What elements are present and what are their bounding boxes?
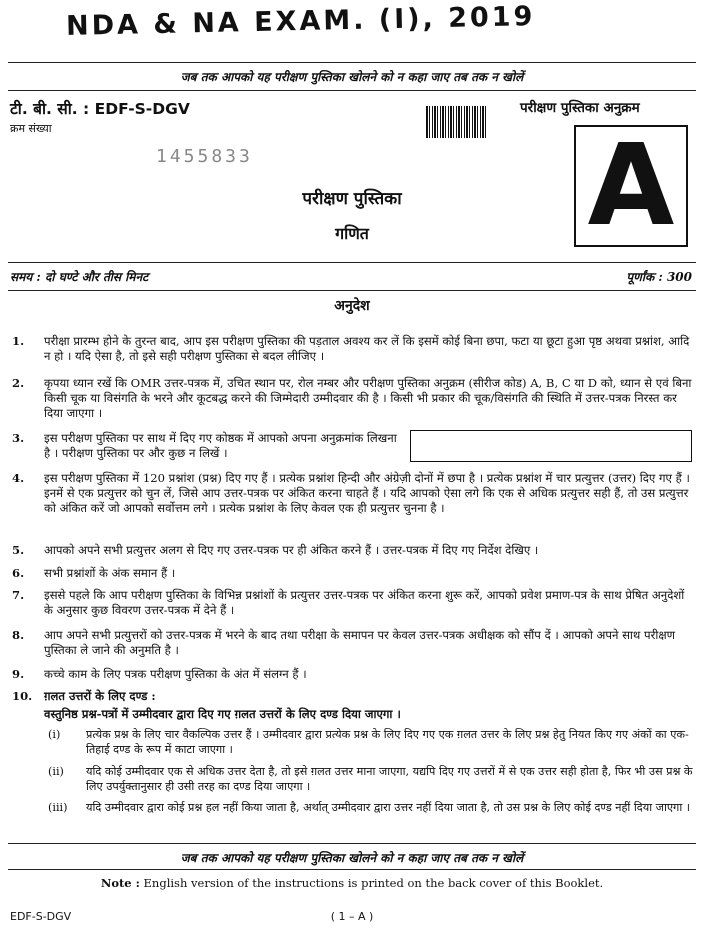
- footer-code: EDF-S-DGV: [10, 910, 72, 923]
- barcode-icon: [426, 106, 488, 138]
- divider: [8, 90, 696, 91]
- instructions-heading: अनुदेश: [334, 298, 370, 314]
- page-number: ( 1 – A ): [330, 910, 374, 923]
- series-letter: A: [587, 121, 675, 251]
- top-warning-banner: जब तक आपको यह परीक्षण पुस्तिका खोलने को न कहा जाए तब तक न खोलें: [180, 70, 524, 84]
- instruction-item: 4. इस परीक्षण पुस्तिका में 120 प्रश्नांश (प्रश्न) दिए गए हैं । प्रत्येक प्रश्नांश हिन्दी और अंग्रेज़ी दोनों में छपा है । प्रत्येक प्रश्नांश में चार प्रत्युत्तर (उत्तर) दिए गए हैं । इनमें से एक प्रत्युत्तर को चुन लें, जिसे आप उत्तर-पत्रक पर अंकित करना चाहते हैं । यदि आपको ऐसा लगे कि एक से अधिक प्रत्युत्तर सही हैं, तो उस प्रत्युत्तर को अंकित करें जो आपको सर्वोत्तम लगे । प्रत्येक प्रश्नांश के लिए केवल एक ही प्रत्युत्तर चुनना है ।: [12, 471, 690, 515]
- booklet-title: परीक्षण पुस्तिका: [302, 189, 402, 209]
- roll-number-box[interactable]: [410, 430, 692, 462]
- divider: [8, 62, 696, 63]
- subject-title: गणित: [335, 224, 369, 243]
- divider: [8, 262, 696, 263]
- instruction-item: 2. कृपया ध्यान रखें कि OMR उत्तर-पत्रक में, उचित स्थान पर, रोल नम्बर और परीक्षण पुस्तिका अनुक्रम (सीरीज कोड) A, B, C या D को, ध्यान से एवं बिना किसी चूक या विसंगति के भरने और कूटबद्ध करने की जिम्मेदारी उम्मीदवार की है । किसी भी प्रकार की चूक/विसंगति की स्थिति में उत्तर-पत्रक निरस्त कर दिया जाएगा ।: [12, 376, 692, 420]
- instruction-item: 3. इस परीक्षण पुस्तिका पर साथ में दिए गए कोष्ठक में आपको अपना अनुक्रमांक लिखना है । परीक्षण पुस्तिका पर और कुछ न लिखें ।: [12, 431, 397, 460]
- serial-label: क्रम संख्या: [10, 122, 52, 135]
- penalty-item: (i) प्रत्येक प्रश्न के लिए चार वैकल्पिक उत्तर हैं । उम्मीदवार द्वारा प्रत्येक प्रश्न के लिए दिए गए एक ग़लत उत्तर के लिए प्रश्न हेतु नियत किए गए अंकों का एक-तिहाई दण्ड के रूप में काटा जाएगा ।: [48, 728, 689, 756]
- english-note: [0, 876, 704, 890]
- max-marks: पूर्णांक : 300: [626, 270, 692, 284]
- bottom-warning-banner: जब तक आपको यह परीक्षण पुस्तिका खोलने को न कहा जाए तब तक न खोलें: [180, 851, 524, 865]
- note-label: Note :: [100, 876, 140, 890]
- divider: [8, 290, 696, 291]
- penalty-item: (iii) यदि उम्मीदवार द्वारा कोई प्रश्न हल नहीं किया जाता है, अर्थात् उम्मीदवार द्वारा उत्तर नहीं दिया जाता है, तो उस प्रश्न के लिए कोई दण्ड नहीं दिया जाएगा ।: [48, 801, 691, 814]
- instruction-item: 8. आप अपने सभी प्रत्युत्तरों को उत्तर-पत्रक में भरने के बाद तथा परीक्षा के समापन पर केवल उत्तर-पत्रक अधीक्षक को सौंप दें । आपको अपने साथ परीक्षण पुस्तिका ले जाने की अनुमति है ।: [12, 628, 676, 657]
- divider: [8, 843, 696, 844]
- handwritten-exam-title: NDA & NA EXAM. (I), 2019: [65, 1, 536, 42]
- note-text: English version of the instructions is printed on the back cover of this Booklet.: [143, 876, 604, 890]
- serial-number: 1455833: [156, 146, 253, 167]
- divider: [8, 869, 696, 870]
- tbc-code: टी. बी. सी. : EDF-S-DGV: [10, 100, 190, 118]
- booklet-sequence-label: परीक्षण पुस्तिका अनुक्रम: [520, 100, 640, 116]
- penalty-item: (ii) यदि कोई उम्मीदवार एक से अधिक उत्तर देता है, तो इसे ग़लत उत्तर माना जाएगा, यद्यपि दिए गए उत्तरों में से एक उत्तर सही होता है, फिर भी उस प्रश्न के लिए उपर्युक्तानुसार ही उसी तरह का दण्ड दिया जाएगा ।: [48, 765, 693, 793]
- instruction-item: 7. इससे पहले कि आप परीक्षण पुस्तिका के विभिन्न प्रश्नांशों के प्रत्युत्तर उत्तर-पत्रक पर अंकित करना शुरू करें, आपको प्रवेश प्रमाण-पत्र के साथ प्रेषित अनुदेशों के अनुसार कुछ विवरण उत्तर-पत्रक में देने हैं ।: [12, 588, 685, 617]
- exam-duration: समय : दो घण्टे और तीस मिनट: [10, 270, 149, 284]
- instruction-item: 1. परीक्षा प्रारम्भ होने के तुरन्त बाद, आप इस परीक्षण पुस्तिका की पड़ताल अवश्य कर लें कि इसमें कोई बिना छपा, फटा या छूटा हुआ पृष्ठ अथवा प्रश्नांश, आदि न हो । यदि ऐसा है, तो इसे सही परीक्षण पुस्तिका से बदल लीजिए ।: [12, 334, 690, 363]
